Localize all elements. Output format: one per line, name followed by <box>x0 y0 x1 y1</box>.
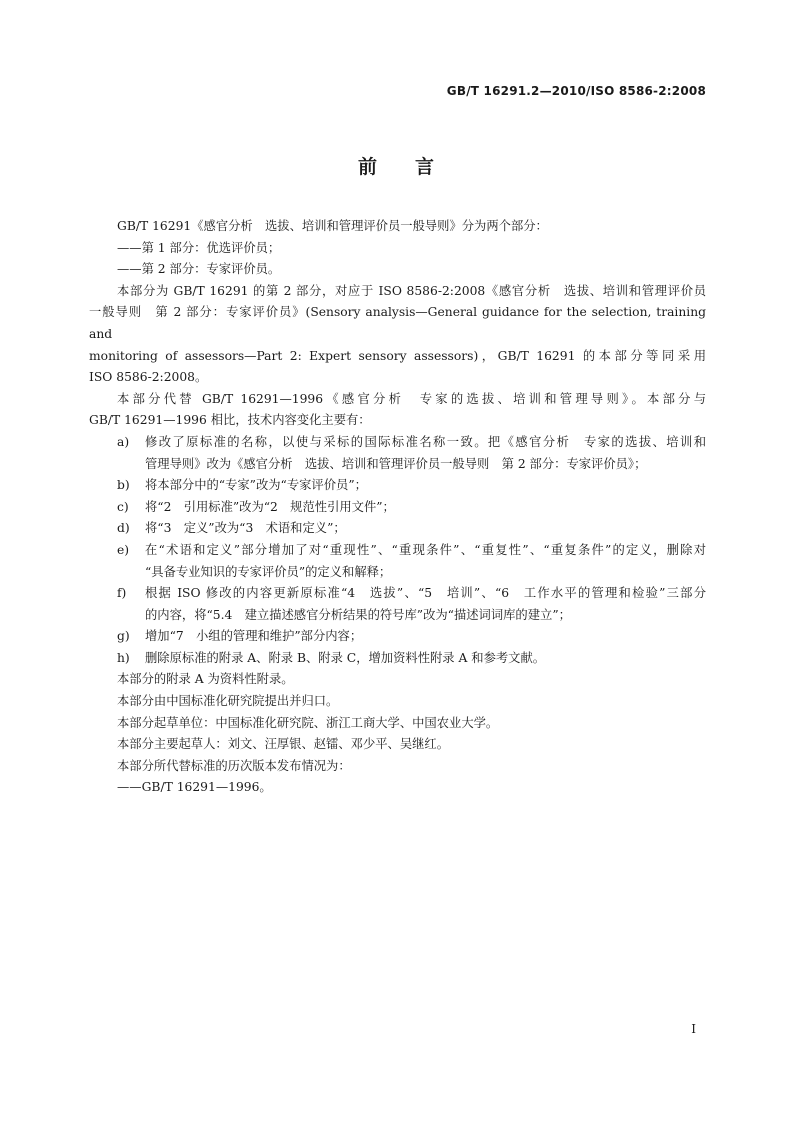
drafters: 本部分主要起草人：刘文、汪厚银、赵镭、邓少平、吴继红。 <box>117 737 450 752</box>
list-item <box>89 583 706 626</box>
list-item-text: 管理导则》改为《感官分析 选拔、培训和管理评价员一般导则 第 2 部分：专家评价员》； <box>145 456 647 471</box>
correspondence-line-4: ISO 8586-2:2008。 <box>89 370 208 385</box>
annex-note: 本部分的附录 A 为资料性附录。 <box>117 672 294 687</box>
list-item-text: 修改了原标准的名称，以使与采标的国际标准名称一致。把《感官分析 专家的选拔、培训和 <box>145 434 706 449</box>
list-item-text: 删除原标准的附录 A、附录 B、附录 C，增加资料性附录 A 和参考文献。 <box>145 650 546 665</box>
list-item <box>89 540 706 583</box>
list-item-label: f) <box>117 586 127 601</box>
page-title <box>0 152 794 179</box>
list-item-text: 根据 ISO 修改的内容更新原标准“4 选拔”、“5 培训”、“6 工作水平的管理和检验”三部分 <box>145 586 706 601</box>
list-item <box>89 626 706 648</box>
list-item-label: g) <box>117 629 130 644</box>
foreword-body <box>89 216 706 799</box>
part-1-item: ——第 1 部分：优选评价员； <box>117 240 281 255</box>
correspondence-line-1: 本部分为 GB/T 16291 的第 2 部分，对应于 ISO 8586-2:2008《感官分析 选拔、培训和管理评价员 <box>117 283 706 298</box>
list-item-label: h) <box>117 650 130 665</box>
list-item-text: 增加“7 小组的管理和维护”部分内容； <box>145 629 363 644</box>
drafting-units: 本部分起草单位：中国标准化研究院、浙江工商大学、中国农业大学。 <box>117 715 499 730</box>
list-item-text: 的内容，将“5.4 建立描述感官分析结果的符号库”改为“描述词词库的建立”； <box>145 607 571 622</box>
list-item-text: 将“2 引用标准”改为“2 规范性引用文件”； <box>145 499 395 514</box>
list-item-text: 将本部分中的“专家”改为“专家评价员”； <box>145 478 367 493</box>
part-2-item: ——第 2 部分：专家评价员。 <box>117 262 281 277</box>
list-item-label: e) <box>117 542 130 557</box>
list-item-label: b) <box>117 478 130 493</box>
changes-list <box>89 432 706 670</box>
list-item <box>89 497 706 519</box>
list-item-label: a) <box>117 434 130 449</box>
list-item <box>89 432 706 475</box>
list-item-label: c) <box>117 499 129 514</box>
history-intro: 本部分所代替标准的历次版本发布情况为： <box>117 758 351 773</box>
correspondence-line-3: monitoring of assessors—Part 2: Expert sensory assessors)，GB/T 16291 的本部分等同采用 <box>89 348 706 363</box>
title-char-1: 前 <box>357 156 379 178</box>
list-item <box>89 518 706 540</box>
page-number: I <box>691 1022 696 1036</box>
replacement-line-2: GB/T 16291—1996 相比，技术内容变化主要有： <box>89 413 371 428</box>
list-item <box>89 475 706 497</box>
list-item-text: “具备专业知识的专家评价员”的定义和解释； <box>145 564 392 579</box>
standard-code: GB/T 16291.2—2010/ISO 8586-2:2008 <box>446 84 706 98</box>
list-item-text: 在“术语和定义”部分增加了对“重现性”、“重现条件”、“重复性”、“重复条件”的定义，删除对 <box>145 542 706 557</box>
intro-paragraph: GB/T 16291《感官分析 选拔、培训和管理评价员一般导则》分为两个部分： <box>117 219 548 233</box>
proposer-note: 本部分由中国标准化研究院提出并归口。 <box>117 694 339 709</box>
replacement-line-1: 本部分代替 GB/T 16291—1996《感官分析 专家的选拔、培训和管理导则》。本部分与 <box>117 391 706 406</box>
correspondence-paragraph <box>89 281 706 389</box>
list-item-label: d) <box>117 521 130 536</box>
list-item <box>89 648 706 670</box>
list-item-text: 将“3 定义”改为“3 术语和定义”； <box>145 521 346 536</box>
replacement-paragraph <box>89 389 706 432</box>
title-char-2: 言 <box>415 156 437 178</box>
history-item: ——GB/T 16291—1996。 <box>117 780 272 795</box>
correspondence-line-2: 一般导则 第 2 部分：专家评价员》(Sensory analysis—General guidance for the selection, training and <box>89 305 706 341</box>
